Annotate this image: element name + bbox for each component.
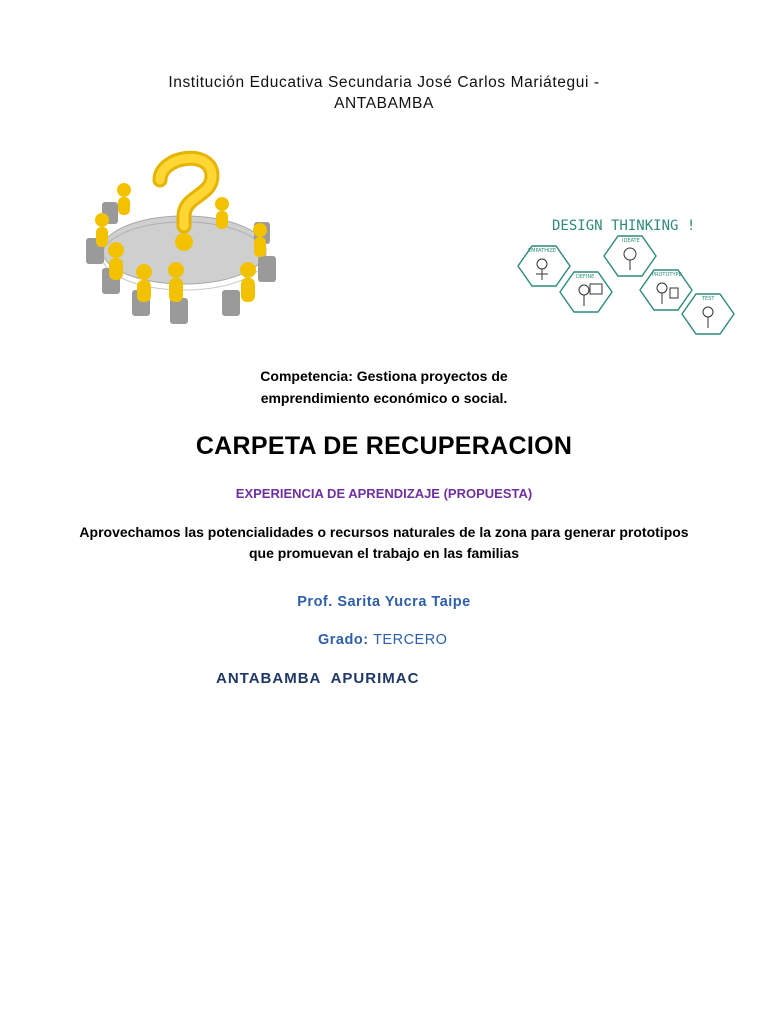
design-thinking-illustration (512, 204, 740, 344)
school-name-line2: ANTABAMBA (334, 95, 434, 112)
school-name-line1: Institución Educativa Secundaria José Carlos Mariátegui - (168, 74, 600, 91)
location-line: ANTABAMBA APURIMAC (216, 670, 420, 687)
stage-prototype: PROTOTYPE (652, 272, 682, 278)
teacher-name: Prof. Sarita Yucra Taipe (297, 594, 471, 610)
design-thinking-label: DESIGN THINKING ! (552, 218, 696, 234)
stage-ideate: IDEATE (622, 238, 640, 244)
document-title: CARPETA DE RECUPERACION (195, 432, 573, 460)
meeting-question-illustration (72, 138, 292, 348)
stage-empathize: EMPATHIZE (528, 248, 557, 254)
grade-value: TERCERO (373, 632, 448, 648)
situacion-block (0, 522, 768, 564)
stage-define: DEFINE (576, 274, 595, 280)
situacion-line1: Aprovechamos las potencialidades o recursos naturales de la zona para generar prototipos (79, 524, 689, 540)
stage-test: TEST (702, 296, 715, 302)
grade-label: Grado: (318, 632, 369, 648)
experiencia-subtitle: EXPERIENCIA DE APRENDIZAJE (PROPUESTA) (235, 486, 533, 501)
school-header (0, 72, 768, 114)
competencia-block (0, 365, 768, 409)
competencia-line1: Competencia: Gestiona proyectos de (260, 368, 508, 384)
competencia-line2: emprendimiento económico o social. (260, 390, 508, 406)
grade-line (318, 632, 447, 648)
situacion-line2: que promuevan el trabajo en las familias (249, 545, 519, 561)
